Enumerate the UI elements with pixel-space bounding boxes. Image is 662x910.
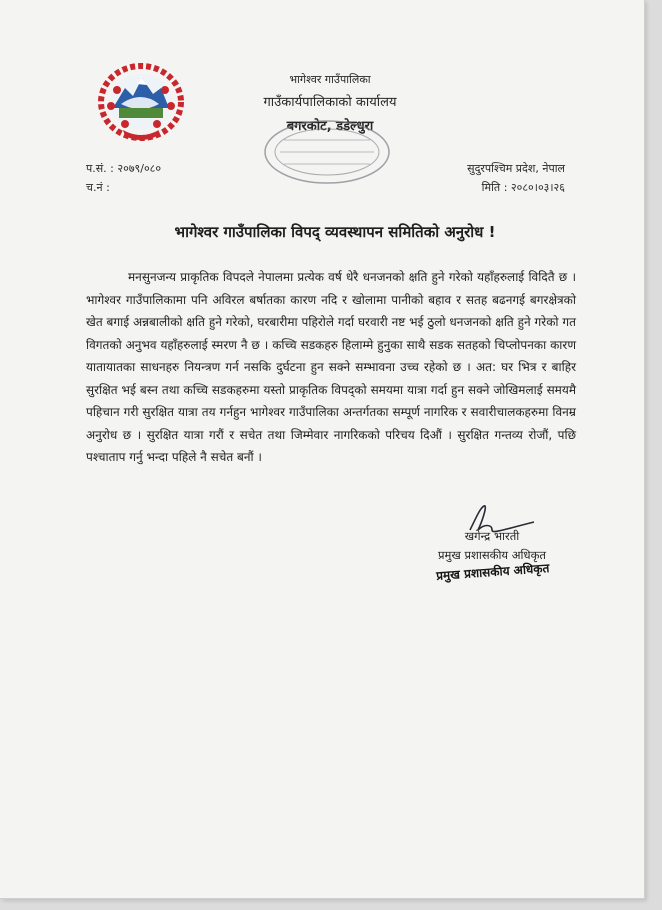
letter-date: मिति : २०८०।०३।२६ xyxy=(481,181,565,194)
letter-ps-number: प.सं. : २०७९/०८० xyxy=(86,162,162,175)
org-name: भागेश्वर गाउँपालिका xyxy=(289,73,371,86)
signer-title: प्रमुख प्रशासकीय अधिकृत xyxy=(438,548,546,562)
office-address: बगरकोट, डडेल्धुरा xyxy=(286,119,374,134)
letter-subject: भागेश्वर गाउँपालिका विपद् व्यवस्थापन समितिको अनुरोध ! xyxy=(174,223,496,241)
letter-ch-number: च.नं : xyxy=(86,181,110,194)
signer-name: खगेन्द्र भारती xyxy=(464,529,520,543)
signer-seal-title: प्रमुख प्रशासकीय अधिकृत xyxy=(435,561,550,583)
letter-body: मनसुनजन्य प्राकृतिक विपदले नेपालमा प्रत्येक वर्ष धेरै धनजनको क्षति हुने गरेको यहाँहरुलाई विदितै छ । भागेश्वर गाउँपालिकामा पनि अविरल बर्षातका कारण नदि र खोलामा पानीको बहाव र सतह बढनगई बगरक्षेत्रको खेत बगाई अन्नबालीको क्षति हुने गरेको, घरबारीमा पहिरोले गर्दा घरवारी नष्ट भई ठुलो धनजनको क्षति हुने गरेको गत विगतको अनुभव यहाँहरुलाई स्मरण नै छ । कच्चि सडकहरु हिलाम्मे हुनुका साथै सडक सतहको चिप्लोपनका कारण यातायातका साधनहरु नियन्त्रण गर्न नसकि दुर्घटना हुन सक्ने सम्भावना उच्च रहेको छ । अत: घर भित्र र बाहिर सुरक्षित भई बस्न तथा कच्चि सडकहरुमा यस्तो प्राकृतिक विपद्को समयमा यात्रा गर्दा हुन सक्ने जोखिमलाई समयमै पहिचान गरी सुरक्षित यात्रा तय गर्नहुन भागेश्वर गाउँपालिका अन्तर्गतका सम्पूर्ण नागरिक र सवारीचालकहरुमा विनम्र अनुरोध छ । सुरक्षित यात्रा गरौं र सचेत तथा जिम्मेवार नागरिकको परिचय दिऔं । सुरक्षित गन्तव्य रोजौं, पछि पश्चाताप गर्नु भन्दा पहिले नै सचेत बनौं । xyxy=(86,270,576,464)
nepal-emblem-icon xyxy=(95,60,187,144)
province-label: सुदुरपश्चिम प्रदेश, नेपाल xyxy=(467,162,565,175)
office-stamp-icon xyxy=(262,118,392,186)
office-name: गाउँकार्यपालिकाको कार्यालय xyxy=(263,95,397,110)
